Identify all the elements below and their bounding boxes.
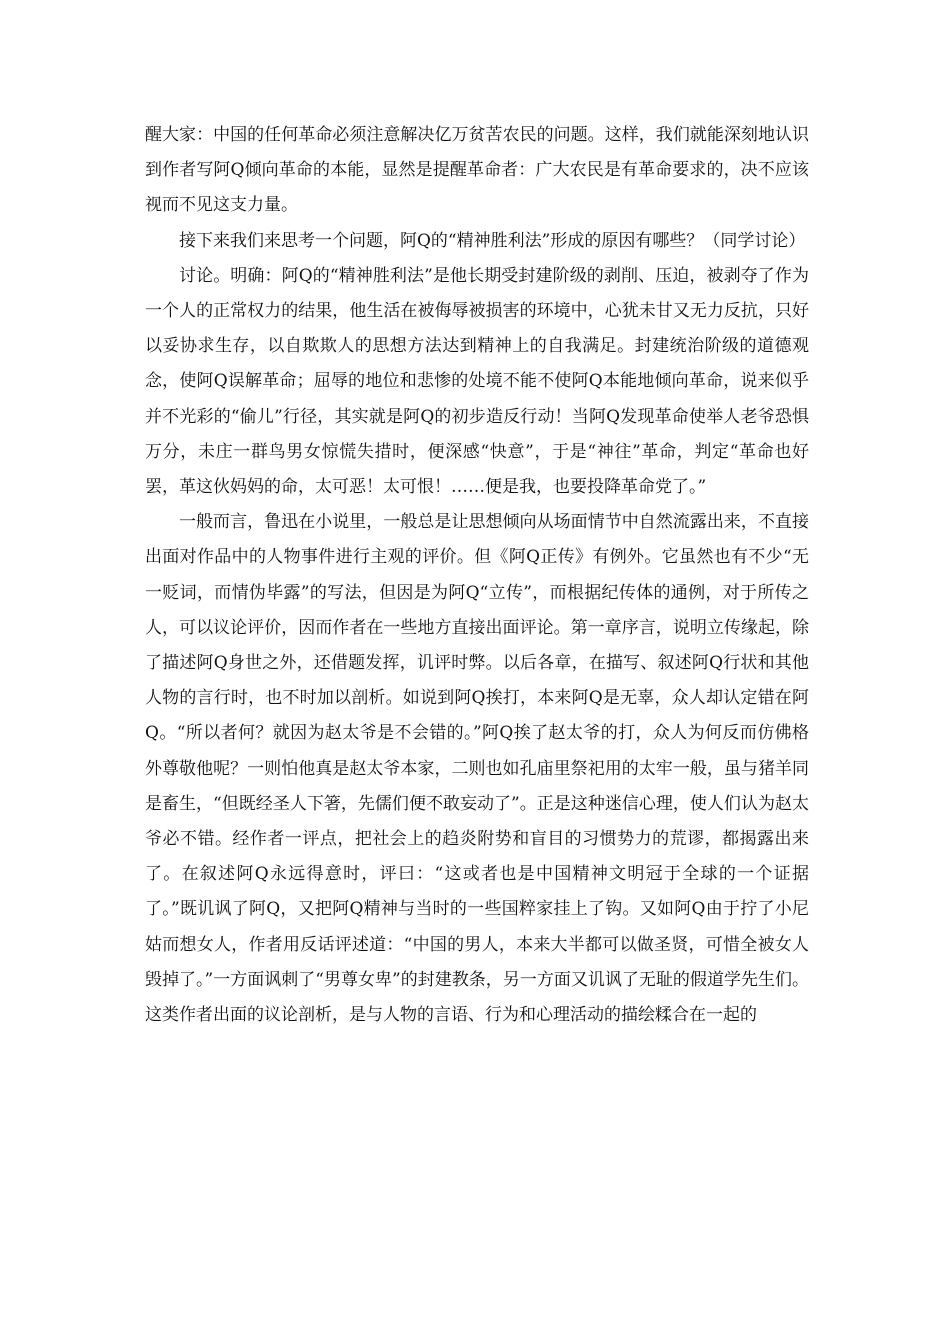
paragraph-discussion: 讨论。明确：阿Q的“精神胜利法”是他长期受封建阶级的剥削、压迫，被剥夺了作为一个人的正常权力的结果，他生活在被侮辱被损害的环境中，心犹未甘又无力反抗，只好以妥协求生存，以自欺欺人的思想方法达到精神上的自我满足。封建统治阶级的道德观念，使阿Q误解革命；屈辱的地位和悲惨的处境不能不使阿Q本能地倾向革命，说来似乎并不光彩的“偷儿”行径，其实就是阿Q的初步造反行动！当阿Q发现革命使举人老爷恐惧万分，未庄一群鸟男女惊慌失措时，便深感“快意”，于是“神往”革命，判定“革命也好罢，革这伙妈妈的命，太可恶！太可恨！……便是我，也要投降革命党了。” (145, 265, 809, 498)
paragraph-continuation: 醒大家：中国的任何革命必须注意解决亿万贫苦农民的问题。这样，我们就能深刻地认识到作者写阿Q倾向革命的本能，显然是提醒革命者：广大农民是有革命要求的，决不应该视而不见这支力量。 (145, 125, 809, 216)
paragraph-question: 接下来我们来思考一个问题，阿Q的“精神胜利法”形成的原因有哪些？（同学讨论） (179, 230, 806, 251)
paragraph-analysis: 一般而言，鲁迅在小说里，一般总是让思想倾向从场面情节中自然流露出来，不直接出面对作品中的人物事件进行主观的评价。但《阿Q正传》有例外。它虽然也有不少“无一贬词，而情伪毕露”的写法，但因是为阿Q“立传”，而根据纪传体的通例，对于所传之人，可以议论评价，因而作者在一些地方直接出面评论。第一章序言，说明立传缘起，除了描述阿Q身世之外，还借题发挥，讥评时弊。以后各章，在描写、叙述阿Q行状和其他人物的言行时，也不时加以剖析。如说到阿Q挨打，本来阿Q是无辜，众人却认定错在阿Q。“所以者何？就因为赵太爷是不会错的。”阿Q挨了赵太爷的打，众人为何反而仿佛格外尊敬他呢？一则怕他真是赵太爷本家，二则也如孔庙里祭祀用的太牢一般，虽与猪羊同是畜生，“但既经圣人下箸，先儒们便不敢妄动了”。正是这种迷信心理，使人们认为赵太爷必不错。经作者一评点，把社会上的趋炎附势和盲目的习惯势力的荒谬，都揭露出来了。在叙述阿Q永远得意时，评曰：“这或者也是中国精神文明冠于全球的一个证据了。”既讥讽了阿Q，又把阿Q精神与当时的一些国粹家挂上了钩。又如阿Q由于拧了小尼姑而想女人，作者用反话评述道：“中国的男人，本来大半都可以做圣贤，可惜全被女人毁掉了。”一方面讽刺了“男尊女卑”的封建教条，另一方面又讥讽了无耻的假道学先生们。这类作者出面的议论剖析，是与人物的言语、行为和心理活动的描绘糅合在一起的 (145, 512, 809, 1026)
document-page (145, 118, 809, 1033)
